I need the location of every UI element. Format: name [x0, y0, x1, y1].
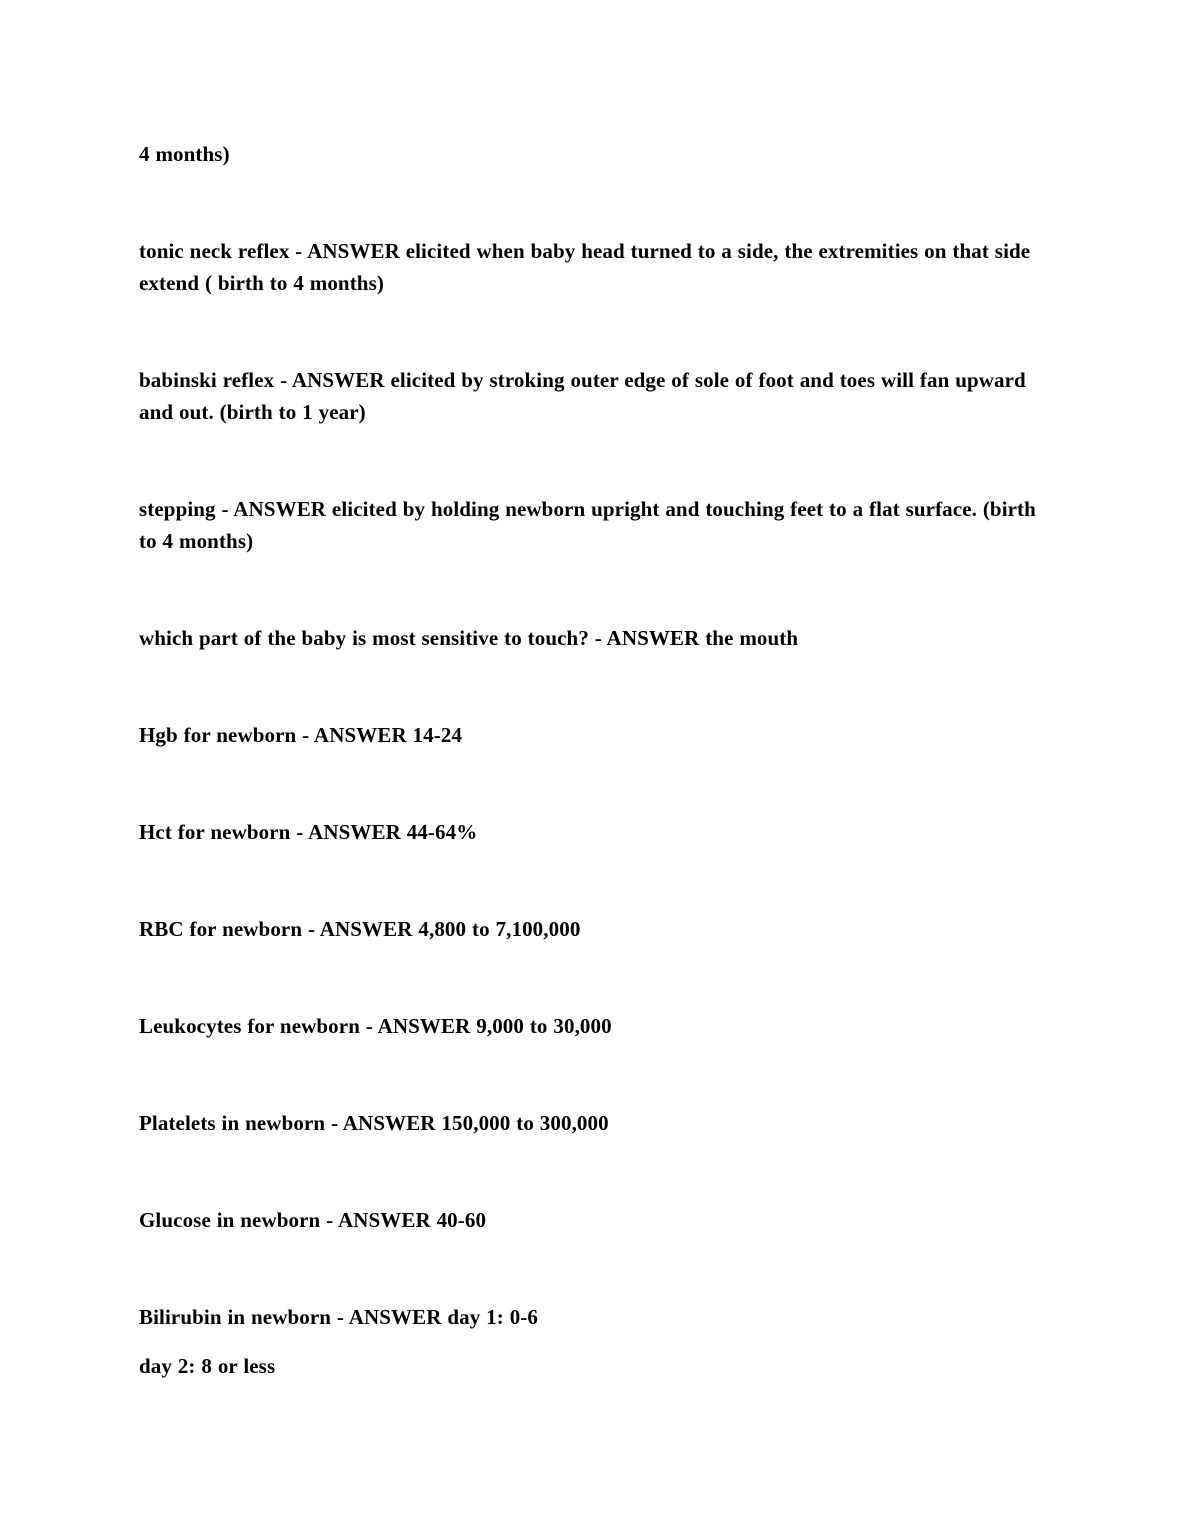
paragraph-glucose-newborn: Glucose in newborn - ANSWER 40-60 [139, 1208, 487, 1232]
paragraph-bilirubin-newborn: Bilirubin in newborn - ANSWER day 1: 0-6 [139, 1305, 538, 1329]
paragraph-stepping-reflex: stepping - ANSWER elicited by holding newborn upright and touching feet to a flat surface. (birth to 4 months) [139, 497, 1036, 553]
paragraph-bilirubin-day2: day 2: 8 or less [139, 1354, 276, 1378]
paragraph-continuation: 4 months) [139, 142, 230, 166]
paragraph-babinski-reflex: babinski reflex - ANSWER elicited by stroking outer edge of sole of foot and toes will fan upward and out. (birth to 1 year) [139, 368, 1026, 424]
paragraph-platelets-newborn: Platelets in newborn - ANSWER 150,000 to 300,000 [139, 1111, 609, 1135]
paragraph-rbc-newborn: RBC for newborn - ANSWER 4,800 to 7,100,000 [139, 917, 581, 941]
paragraph-leukocytes-newborn: Leukocytes for newborn - ANSWER 9,000 to 30,000 [139, 1014, 612, 1038]
paragraph-hgb-newborn: Hgb for newborn - ANSWER 14-24 [139, 723, 463, 747]
document-content [139, 138, 1050, 1382]
paragraph-hct-newborn: Hct for newborn - ANSWER 44-64% [139, 820, 478, 844]
paragraph-most-sensitive-touch: which part of the baby is most sensitive to touch? - ANSWER the mouth [139, 626, 799, 650]
paragraph-tonic-neck-reflex: tonic neck reflex - ANSWER elicited when baby head turned to a side, the extremities on that side extend ( birth to 4 months) [139, 239, 1031, 295]
